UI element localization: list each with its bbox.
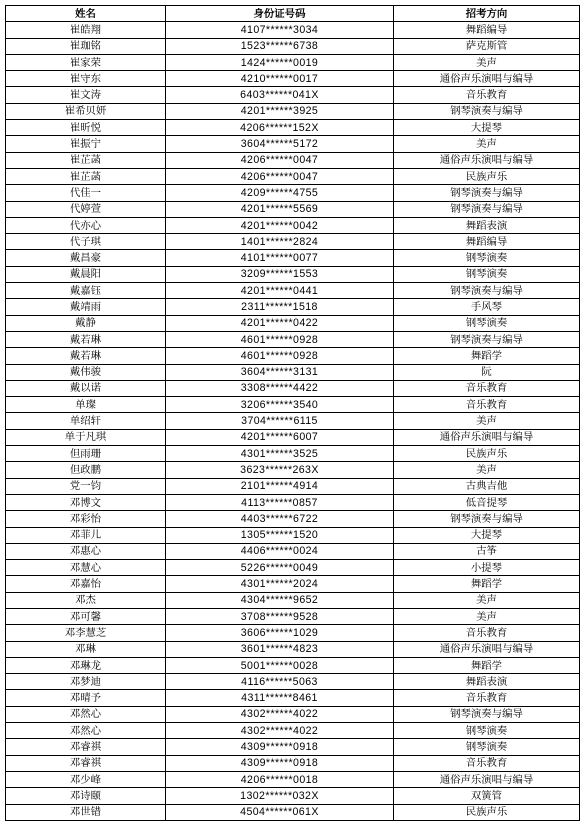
cell-name: 邓李慧芝 (6, 625, 166, 641)
table-row (6, 657, 580, 673)
cell-name: 邓然心 (6, 706, 166, 722)
table-row (6, 608, 580, 624)
cell-name: 单璨 (6, 397, 166, 413)
table-row (6, 755, 580, 771)
cell-direction: 古筝 (394, 543, 580, 559)
table-row (6, 168, 580, 184)
cell-name: 戴伟骏 (6, 364, 166, 380)
cell-id-number: 4113******0857 (166, 494, 394, 510)
cell-id-number: 3209******1553 (166, 266, 394, 282)
cell-name: 戴晨阳 (6, 266, 166, 282)
cell-direction: 通俗声乐演唱与编导 (394, 641, 580, 657)
cell-name: 崔家荣 (6, 54, 166, 70)
cell-name: 单绍轩 (6, 413, 166, 429)
cell-id-number: 5001******0028 (166, 657, 394, 673)
cell-direction: 钢琴演奏与编导 (394, 103, 580, 119)
header-id-number: 身份证号码 (166, 6, 394, 22)
table-row (6, 380, 580, 396)
cell-direction: 舞蹈学 (394, 576, 580, 592)
cell-id-number: 4201******0422 (166, 315, 394, 331)
cell-name: 邓少峰 (6, 771, 166, 787)
table-row (6, 446, 580, 462)
cell-name: 戴靖雨 (6, 299, 166, 315)
table-row (6, 723, 580, 739)
cell-id-number: 1305******1520 (166, 527, 394, 543)
cell-direction: 美声 (394, 54, 580, 70)
table-row (6, 494, 580, 510)
cell-name: 邓嘉怡 (6, 576, 166, 592)
cell-id-number: 2311******1518 (166, 299, 394, 315)
cell-direction: 舞蹈编导 (394, 22, 580, 38)
cell-id-number: 4504******061X (166, 804, 394, 820)
table-row (6, 543, 580, 559)
cell-direction: 钢琴演奏与编导 (394, 283, 580, 299)
table-row (6, 348, 580, 364)
cell-name: 崔珈铭 (6, 38, 166, 54)
cell-id-number: 3604******3131 (166, 364, 394, 380)
cell-name: 代婷萱 (6, 201, 166, 217)
cell-direction: 舞蹈编导 (394, 234, 580, 250)
cell-direction: 钢琴演奏 (394, 266, 580, 282)
cell-name: 戴静 (6, 315, 166, 331)
cell-direction: 钢琴演奏与编导 (394, 201, 580, 217)
cell-direction: 舞蹈学 (394, 657, 580, 673)
cell-id-number: 3623******263X (166, 462, 394, 478)
cell-direction: 音乐教育 (394, 690, 580, 706)
cell-direction: 美声 (394, 413, 580, 429)
cell-id-number: 4116******5063 (166, 674, 394, 690)
cell-id-number: 4309******0918 (166, 755, 394, 771)
cell-id-number: 3308******4422 (166, 380, 394, 396)
cell-name: 邓彩怡 (6, 511, 166, 527)
cell-id-number: 4403******6722 (166, 511, 394, 527)
cell-id-number: 1523******6738 (166, 38, 394, 54)
cell-direction: 阮 (394, 364, 580, 380)
cell-direction: 通俗声乐演唱与编导 (394, 429, 580, 445)
cell-name: 邓然心 (6, 723, 166, 739)
cell-name: 崔振宁 (6, 136, 166, 152)
cell-name: 邓睿祺 (6, 739, 166, 755)
table-row (6, 576, 580, 592)
cell-name: 但雨珊 (6, 446, 166, 462)
cell-name: 邓琳龙 (6, 657, 166, 673)
cell-name: 邓杰 (6, 592, 166, 608)
header-row (6, 6, 580, 22)
cell-id-number: 3604******5172 (166, 136, 394, 152)
header-direction: 招考方向 (394, 6, 580, 22)
cell-id-number: 4107******3034 (166, 22, 394, 38)
cell-direction: 钢琴演奏 (394, 723, 580, 739)
table-row (6, 22, 580, 38)
cell-direction: 钢琴演奏与编导 (394, 511, 580, 527)
table-row (6, 54, 580, 70)
cell-id-number: 1401******2824 (166, 234, 394, 250)
table-row (6, 299, 580, 315)
cell-name: 崔昕悦 (6, 120, 166, 136)
cell-direction: 钢琴演奏与编导 (394, 706, 580, 722)
table-row (6, 315, 580, 331)
cell-id-number: 4206******0047 (166, 152, 394, 168)
cell-id-number: 2101******4914 (166, 478, 394, 494)
cell-direction: 小提琴 (394, 560, 580, 576)
table-row (6, 478, 580, 494)
table-row (6, 103, 580, 119)
cell-id-number: 4201******0441 (166, 283, 394, 299)
cell-direction: 钢琴演奏与编导 (394, 331, 580, 347)
cell-name: 崔芷菡 (6, 168, 166, 184)
table-row (6, 364, 580, 380)
cell-direction: 通俗声乐演唱与编导 (394, 71, 580, 87)
cell-name: 崔皓翔 (6, 22, 166, 38)
table-row (6, 250, 580, 266)
cell-direction: 音乐教育 (394, 755, 580, 771)
cell-id-number: 4206******0018 (166, 771, 394, 787)
cell-id-number: 4206******152X (166, 120, 394, 136)
table-row (6, 804, 580, 820)
cell-name: 戴若琳 (6, 348, 166, 364)
cell-id-number: 4201******0042 (166, 217, 394, 233)
table-row (6, 625, 580, 641)
cell-name: 单于凡琪 (6, 429, 166, 445)
cell-name: 崔希贝妍 (6, 103, 166, 119)
cell-name: 邓博文 (6, 494, 166, 510)
cell-direction: 大提琴 (394, 527, 580, 543)
candidate-table (5, 5, 580, 821)
cell-id-number: 4302******4022 (166, 723, 394, 739)
table-row (6, 690, 580, 706)
table-row (6, 641, 580, 657)
cell-direction: 舞蹈表演 (394, 674, 580, 690)
cell-id-number: 4406******0024 (166, 543, 394, 559)
cell-id-number: 4301******2024 (166, 576, 394, 592)
table-row (6, 771, 580, 787)
cell-direction: 民族声乐 (394, 168, 580, 184)
cell-direction: 美声 (394, 608, 580, 624)
table-row (6, 234, 580, 250)
cell-id-number: 1302******032X (166, 788, 394, 804)
cell-id-number: 4304******9652 (166, 592, 394, 608)
cell-name: 但政鹏 (6, 462, 166, 478)
cell-name: 党一钧 (6, 478, 166, 494)
cell-name: 代子琪 (6, 234, 166, 250)
cell-name: 崔文涛 (6, 87, 166, 103)
cell-id-number: 4302******4022 (166, 706, 394, 722)
cell-name: 戴昌豪 (6, 250, 166, 266)
cell-direction: 美声 (394, 136, 580, 152)
table-row (6, 788, 580, 804)
cell-name: 邓世错 (6, 804, 166, 820)
table-row (6, 674, 580, 690)
table-row (6, 560, 580, 576)
table-row (6, 331, 580, 347)
cell-id-number: 3708******9528 (166, 608, 394, 624)
cell-name: 邓诗颐 (6, 788, 166, 804)
table-row (6, 136, 580, 152)
cell-direction: 美声 (394, 592, 580, 608)
cell-direction: 手风琴 (394, 299, 580, 315)
table-row (6, 527, 580, 543)
table-row (6, 87, 580, 103)
cell-direction: 通俗声乐演唱与编导 (394, 771, 580, 787)
table-row (6, 152, 580, 168)
table-row (6, 739, 580, 755)
cell-name: 戴若琳 (6, 331, 166, 347)
cell-id-number: 4206******0047 (166, 168, 394, 184)
cell-name: 邓睿祺 (6, 755, 166, 771)
cell-direction: 音乐教育 (394, 397, 580, 413)
cell-name: 邓慧心 (6, 560, 166, 576)
cell-id-number: 1424******0019 (166, 54, 394, 70)
header-name: 姓名 (6, 6, 166, 22)
cell-id-number: 3601******4823 (166, 641, 394, 657)
table-row (6, 413, 580, 429)
table-row (6, 217, 580, 233)
cell-direction: 美声 (394, 462, 580, 478)
cell-id-number: 3606******1029 (166, 625, 394, 641)
cell-id-number: 4101******0077 (166, 250, 394, 266)
cell-name: 戴以诺 (6, 380, 166, 396)
table-row (6, 185, 580, 201)
cell-direction: 萨克斯管 (394, 38, 580, 54)
cell-id-number: 6403******041X (166, 87, 394, 103)
cell-name: 代亦心 (6, 217, 166, 233)
table-row (6, 397, 580, 413)
cell-direction: 舞蹈表演 (394, 217, 580, 233)
table-row (6, 706, 580, 722)
cell-direction: 古典吉他 (394, 478, 580, 494)
cell-id-number: 4301******3525 (166, 446, 394, 462)
cell-direction: 钢琴演奏与编导 (394, 185, 580, 201)
cell-id-number: 4201******5569 (166, 201, 394, 217)
table-row (6, 511, 580, 527)
cell-direction: 通俗声乐演唱与编导 (394, 152, 580, 168)
table-row (6, 38, 580, 54)
cell-id-number: 4201******3925 (166, 103, 394, 119)
cell-id-number: 4309******0918 (166, 739, 394, 755)
cell-direction: 低音提琴 (394, 494, 580, 510)
cell-name: 邓惠心 (6, 543, 166, 559)
cell-name: 崔守东 (6, 71, 166, 87)
cell-id-number: 5226******0049 (166, 560, 394, 576)
cell-direction: 民族声乐 (394, 804, 580, 820)
table-row (6, 592, 580, 608)
table-row (6, 120, 580, 136)
cell-name: 邓菲儿 (6, 527, 166, 543)
table-row (6, 201, 580, 217)
cell-name: 邓梦迪 (6, 674, 166, 690)
table-row (6, 71, 580, 87)
cell-id-number: 3704******6115 (166, 413, 394, 429)
cell-direction: 音乐教育 (394, 625, 580, 641)
table-row (6, 283, 580, 299)
cell-direction: 音乐教育 (394, 87, 580, 103)
table-row (6, 266, 580, 282)
cell-name: 代佳一 (6, 185, 166, 201)
cell-id-number: 4601******0928 (166, 331, 394, 347)
cell-id-number: 3206******3540 (166, 397, 394, 413)
cell-direction: 钢琴演奏 (394, 315, 580, 331)
cell-direction: 民族声乐 (394, 446, 580, 462)
table-row (6, 462, 580, 478)
cell-id-number: 4201******6007 (166, 429, 394, 445)
cell-direction: 音乐教育 (394, 380, 580, 396)
cell-direction: 大提琴 (394, 120, 580, 136)
cell-id-number: 4311******8461 (166, 690, 394, 706)
table-row (6, 429, 580, 445)
cell-id-number: 4210******0017 (166, 71, 394, 87)
cell-name: 崔芷菡 (6, 152, 166, 168)
cell-name: 戴嘉钰 (6, 283, 166, 299)
cell-id-number: 4601******0928 (166, 348, 394, 364)
cell-name: 邓晴予 (6, 690, 166, 706)
cell-name: 邓琳 (6, 641, 166, 657)
cell-name: 邓可馨 (6, 608, 166, 624)
cell-id-number: 4209******4755 (166, 185, 394, 201)
cell-direction: 钢琴演奏 (394, 739, 580, 755)
cell-direction: 舞蹈学 (394, 348, 580, 364)
cell-direction: 钢琴演奏 (394, 250, 580, 266)
cell-direction: 双簧管 (394, 788, 580, 804)
